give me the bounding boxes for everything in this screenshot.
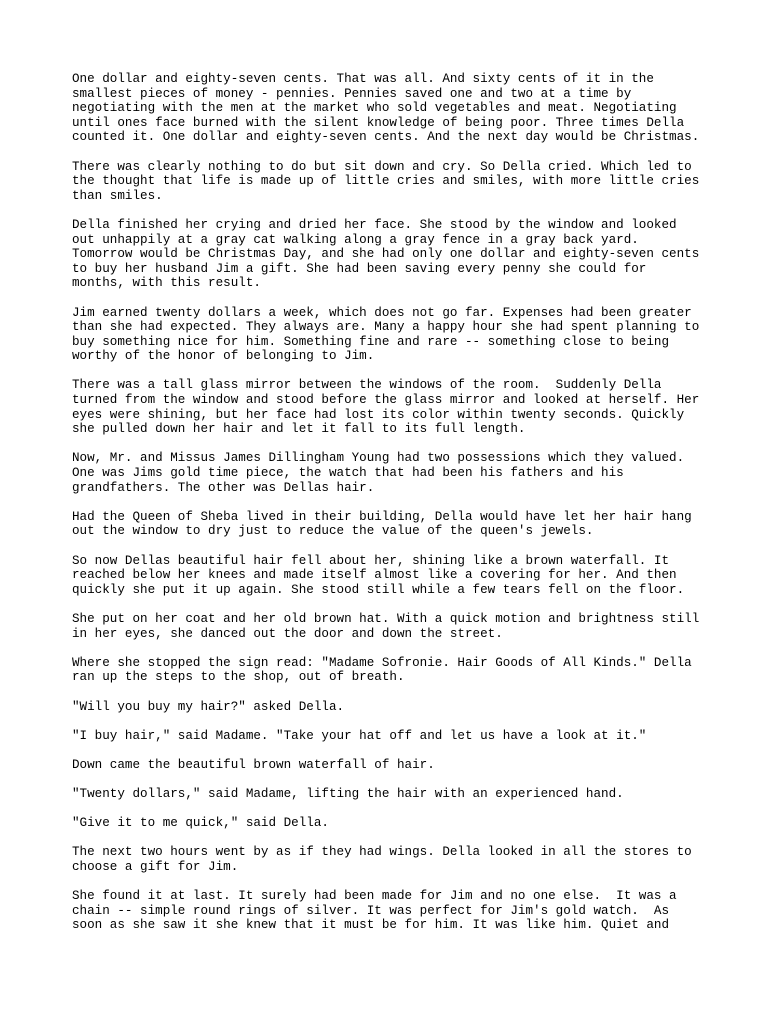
paragraph [72,787,712,802]
text-line: quickly she put it up again. She stood still while a few tears fell on the floor. [72,582,685,597]
text-line: out the window to dry just to reduce the value of the queen's jewels. [72,524,594,539]
text-line: than she had expected. They always are. Many a happy hour she had spent planning to [72,320,700,335]
text-line: ran up the steps to the shop, out of breath. [72,670,405,685]
paragraph [72,656,712,685]
text-line: "I buy hair," said Madame. "Take your hat off and let us have a look at it." [72,728,647,743]
text-line: the thought that life is made up of little cries and smiles, with more little cries [72,174,700,189]
text-line: Jim earned twenty dollars a week, which does not go far. Expenses had been greater [72,305,692,320]
text-line: She found it at last. It surely had been made for Jim and no one else. It was a [72,889,677,904]
paragraph [72,378,712,436]
paragraph [72,889,712,933]
paragraph [72,845,712,874]
text-line: Had the Queen of Sheba lived in their building, Della would have let her hair hang [72,509,692,524]
text-line: Down came the beautiful brown waterfall of hair. [72,757,435,772]
text-line: turned from the window and stood before the glass mirror and looked at herself. Her [72,393,700,408]
paragraph [72,816,712,831]
paragraph [72,510,712,539]
paragraph [72,160,712,204]
text-line: eyes were shining, but her face had lost its color within twenty seconds. Quickly [72,407,685,422]
paragraph [72,758,712,773]
text-line: reached below her knees and made itself almost like a covering for her. And then [72,568,677,583]
text-line: There was a tall glass mirror between the windows of the room. Suddenly Della [72,378,662,393]
paragraph [72,700,712,715]
text-line: So now Dellas beautiful hair fell about her, shining like a brown waterfall. It [72,553,670,568]
paragraph [72,306,712,364]
text-line: worthy of the honor of belonging to Jim. [72,349,375,364]
text-line: grandfathers. The other was Dellas hair. [72,480,375,495]
text-line: months, with this result. [72,276,261,291]
text-line: choose a gift for Jim. [72,860,239,875]
paragraph [72,729,712,744]
text-line: There was clearly nothing to do but sit down and cry. So Della cried. Which led to [72,159,692,174]
text-line: The next two hours went by as if they had wings. Della looked in all the stores to [72,845,692,860]
paragraph [72,218,712,291]
paragraph [72,554,712,598]
text-line: She put on her coat and her old brown hat. With a quick motion and brightness still [72,611,700,626]
text-line: chain -- simple round rings of silver. It was perfect for Jim's gold watch. As [72,903,670,918]
text-line: One was Jims gold time piece, the watch that had been his fathers and his [72,466,624,481]
text-line: in her eyes, she danced out the door and down the street. [72,626,503,641]
document-body [72,72,712,948]
text-line: Now, Mr. and Missus James Dillingham Young had two possessions which they valued. [72,451,685,466]
text-line: counted it. One dollar and eighty-seven cents. And the next day would be Christmas. [72,130,700,145]
text-line: One dollar and eighty-seven cents. That was all. And sixty cents of it in the [72,72,654,86]
paragraph [72,72,712,145]
text-line: buy something nice for him. Something fine and rare -- something close to being [72,334,670,349]
text-line: "Twenty dollars," said Madame, lifting the hair with an experienced hand. [72,787,624,802]
text-line: Tomorrow would be Christmas Day, and she had only one dollar and eighty-seven cents [72,247,700,262]
text-line: than smiles. [72,188,163,203]
text-line: Della finished her crying and dried her face. She stood by the window and looked [72,217,677,232]
text-line: out unhappily at a gray cat walking along a gray fence in a gray back yard. [72,232,639,247]
text-line: smallest pieces of money - pennies. Pennies saved one and two at a time by [72,86,632,101]
text-line: negotiating with the men at the market who sold vegetables and meat. Negotiating [72,101,677,116]
text-line: "Give it to me quick," said Della. [72,816,329,831]
text-line: to buy her husband Jim a gift. She had been saving every penny she could for [72,261,647,276]
text-line: until ones face burned with the silent knowledge of being poor. Three times Della [72,115,685,130]
text-line: Where she stopped the sign read: "Madame Sofronie. Hair Goods of All Kinds." Della [72,655,692,670]
text-line: soon as she saw it she knew that it must be for him. It was like him. Quiet and [72,918,670,933]
text-line: "Will you buy my hair?" asked Della. [72,699,345,714]
text-line: she pulled down her hair and let it fall to its full length. [72,422,526,437]
paragraph [72,451,712,495]
paragraph [72,612,712,641]
